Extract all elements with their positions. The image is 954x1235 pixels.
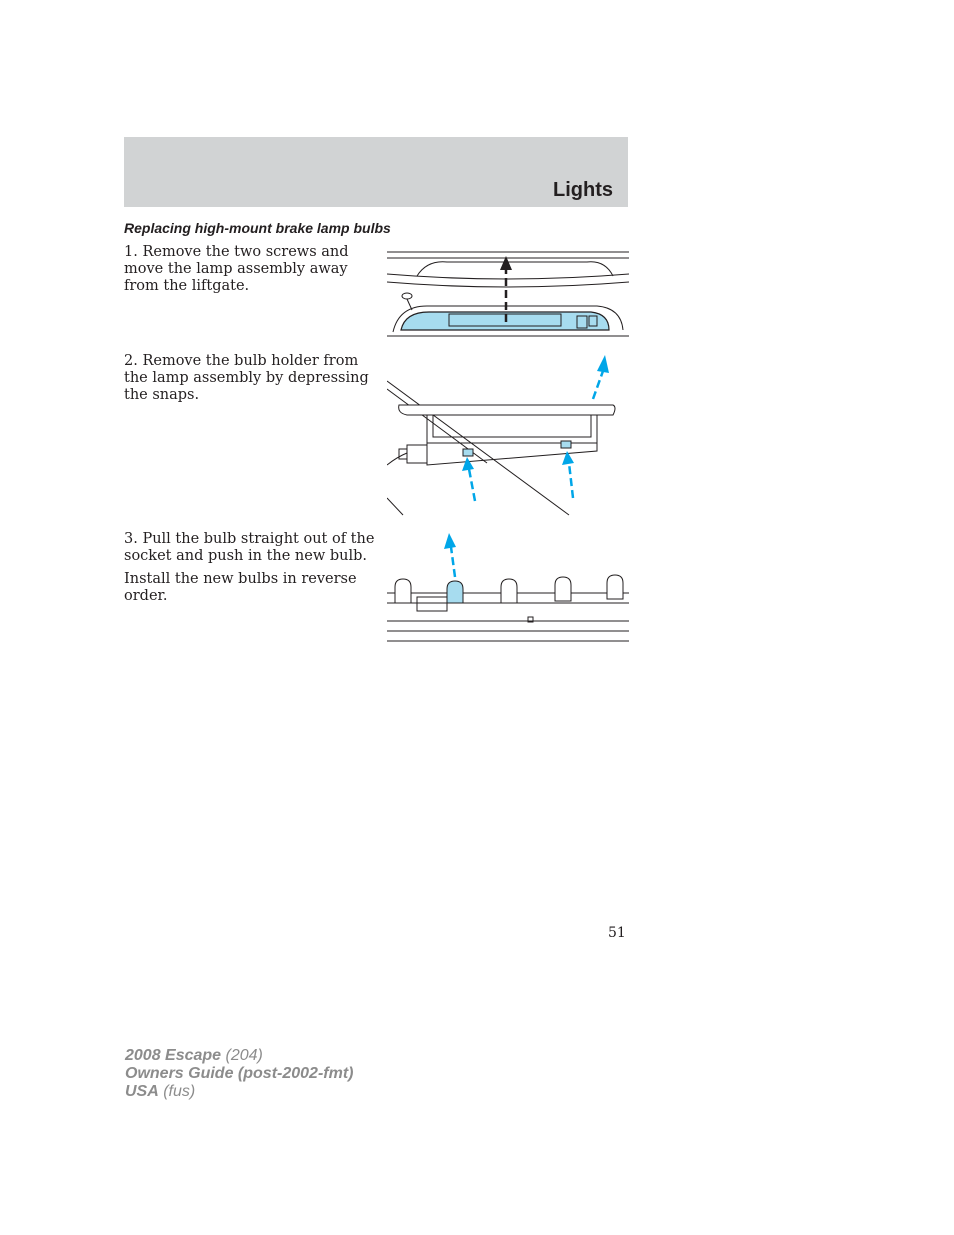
- lamp-assembly-illustration: [387, 246, 629, 342]
- step-3: [124, 531, 379, 605]
- arrow-bulb-out-icon: [444, 533, 456, 577]
- step-1: [124, 244, 379, 295]
- install-note: Install the new bulbs in reverse order.: [124, 571, 357, 604]
- bulb-icon: [395, 575, 623, 603]
- bulb-replacement-illustration: [387, 531, 629, 646]
- footer: [125, 1047, 353, 1101]
- footer-line-2: Owners Guide (post-2002-fmt): [125, 1065, 354, 1082]
- page-number: 51: [608, 925, 626, 941]
- snap-right: [561, 441, 571, 448]
- step-2-text: 2. Remove the bulb holder from the lamp assembly by depressing the snaps.: [124, 353, 369, 403]
- footer-line-3: USA (fus): [125, 1083, 196, 1100]
- footer-line-1: 2008 Escape (204): [125, 1047, 263, 1064]
- snap-left: [463, 449, 473, 456]
- section-title: Lights: [553, 179, 613, 201]
- highlighted-bulb: [447, 581, 463, 603]
- subheading: Replacing high-mount brake lamp bulbs: [124, 220, 391, 236]
- header-band: [124, 137, 628, 207]
- bulb-holder-illustration: [387, 353, 629, 518]
- arrow-holder-out-icon: [593, 355, 609, 399]
- step-2: [124, 353, 379, 404]
- step-1-text: 1. Remove the two screws and move the lamp assembly away from the liftgate.: [124, 244, 349, 294]
- step-3-text: 3. Pull the bulb straight out of the socket and push in the new bulb.: [124, 531, 375, 564]
- screw-icon: [402, 293, 412, 310]
- arrow-snap-right-icon: [562, 451, 574, 498]
- arrow-snap-left-icon: [462, 457, 475, 501]
